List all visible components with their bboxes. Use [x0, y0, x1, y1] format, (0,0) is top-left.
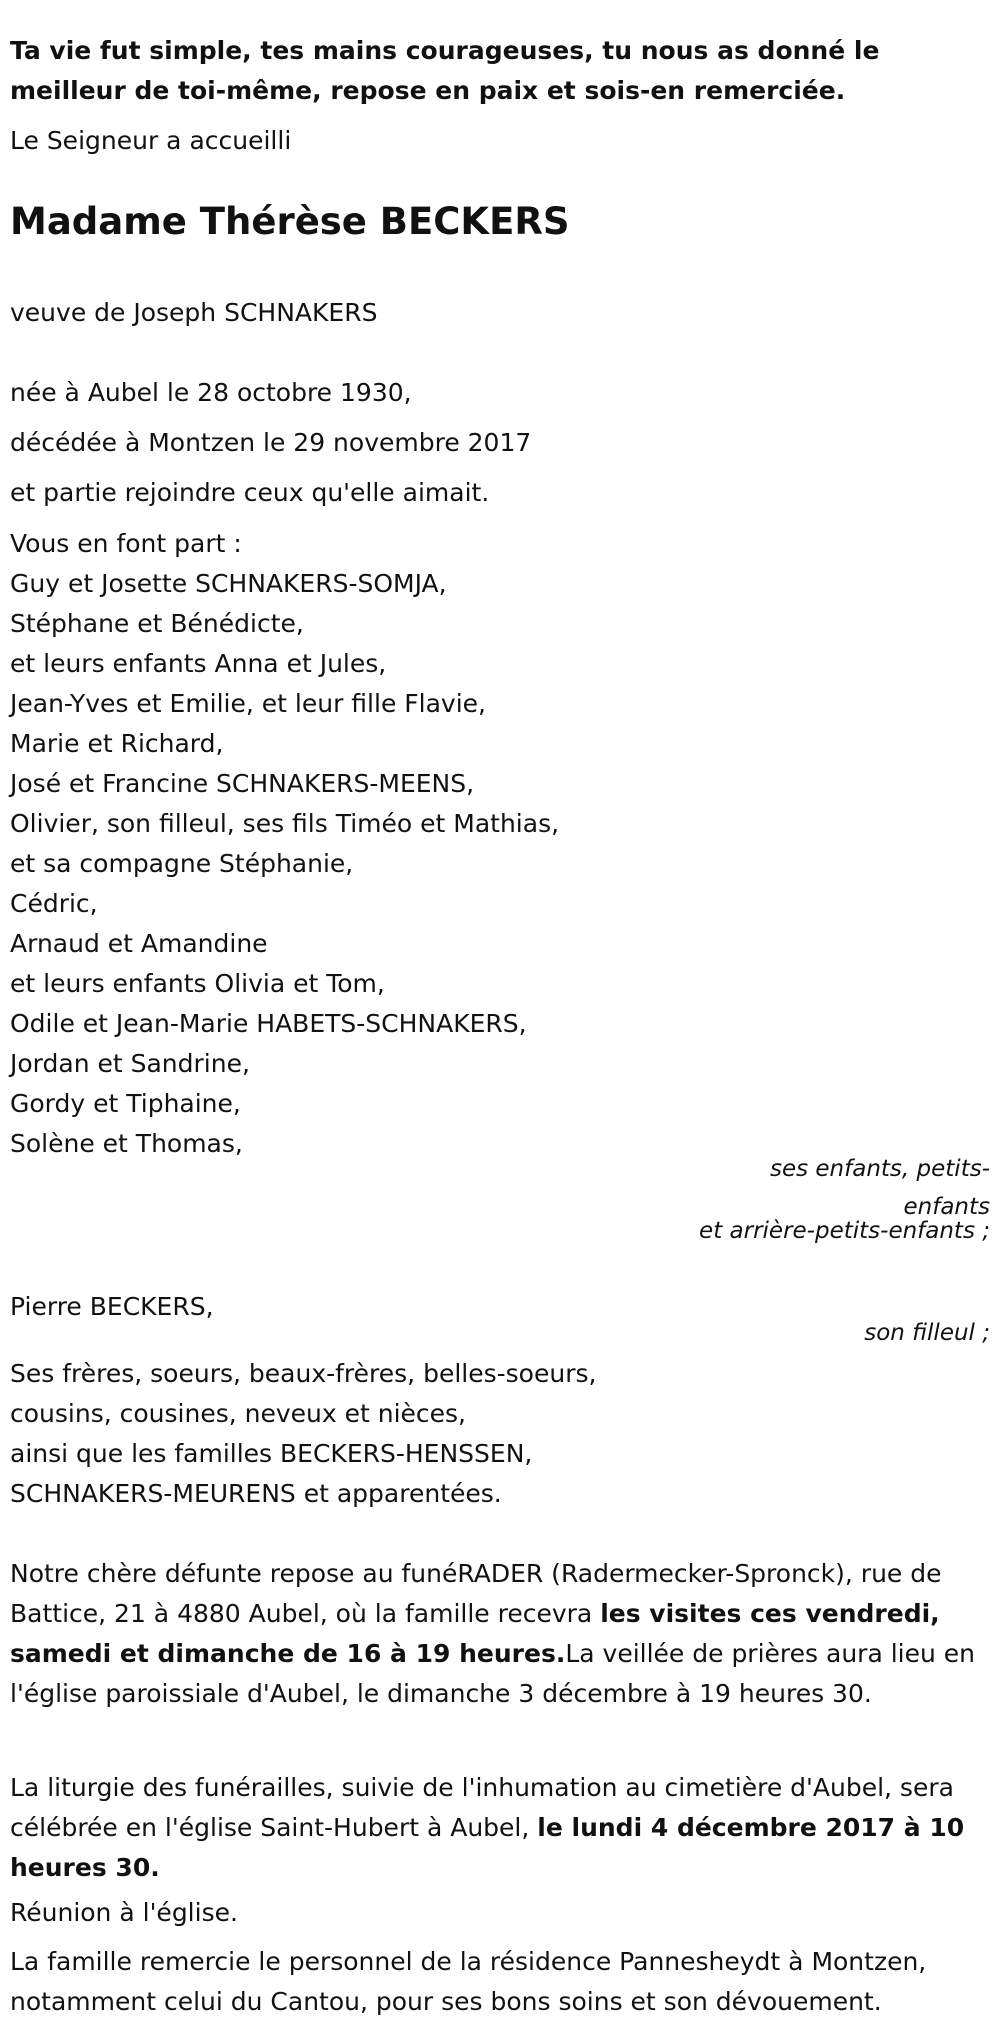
- relatives-line: Ses frères, soeurs, beaux-frères, belles-soeurs,: [10, 1359, 597, 1388]
- relatives-line: SCHNAKERS-MEURENS et apparentées.: [10, 1479, 502, 1508]
- visitation-pre: Notre chère défunte repose au funéRADER (Radermecker-Spronck), rue de Battice, 21 à 4880 Aubel, où la famille recevra: [10, 1559, 942, 1628]
- death-text: décédée à Montzen le 29 novembre 2017: [10, 428, 532, 457]
- visitation-paragraph: [10, 1554, 990, 1714]
- family-member: Olivier, son filleul, ses fils Timéo et Mathias,: [10, 809, 560, 838]
- spouse-text: veuve de Joseph SCHNAKERS: [10, 298, 378, 327]
- godson-name: Pierre BECKERS,: [10, 1292, 214, 1321]
- family-member: Jean-Yves et Emilie, et leur fille Flavie,: [10, 689, 486, 718]
- relatives-line: ainsi que les familles BECKERS-HENSSEN,: [10, 1439, 533, 1468]
- family-member: et leurs enfants Olivia et Tom,: [10, 969, 385, 998]
- funeral-paragraph: [10, 1768, 990, 1888]
- announcement-text: Vous en font part :: [10, 529, 242, 558]
- family-member: Jordan et Sandrine,: [10, 1049, 250, 1078]
- meeting-text: Réunion à l'église.: [10, 1898, 238, 1927]
- departed-text: et partie rejoindre ceux qu'elle aimait.: [10, 478, 490, 507]
- funeral-bold: le lundi 4 décembre 2017 à 10 heures 30.: [10, 1813, 965, 1882]
- deceased-name: Madame Thérèse BECKERS: [10, 200, 570, 243]
- role-great-grandchildren: et arrière-petits-enfants ;: [699, 1218, 990, 1244]
- thanks-paragraph: La famille remercie le personnel de la résidence Pannesheydt à Montzen, notamment celui du Cantou, pour ses bons soins et son dévouement.: [10, 1947, 927, 2016]
- relatives-list: [10, 1354, 990, 1514]
- family-member: Guy et Josette SCHNAKERS-SOMJA,: [10, 569, 447, 598]
- funeral-pre: La liturgie des funérailles, suivie de l'inhumation au cimetière d'Aubel, sera célébrée en l'église Saint-Hubert à Aubel,: [10, 1773, 954, 1842]
- family-member: Solène et Thomas,: [10, 1129, 243, 1158]
- family-member: Arnaud et Amandine: [10, 929, 268, 958]
- family-member: Gordy et Tiphaine,: [10, 1089, 241, 1118]
- family-member: Cédric,: [10, 889, 98, 918]
- intro-text: Le Seigneur a accueilli: [10, 126, 292, 155]
- visitation-bold: les visites ces vendredi, samedi et dimanche de 16 à 19 heures.: [10, 1599, 940, 1668]
- family-member: Odile et Jean-Marie HABETS-SCHNAKERS,: [10, 1009, 527, 1038]
- family-member: Marie et Richard,: [10, 729, 224, 758]
- role-children: ses enfants, petits-enfants: [769, 1156, 990, 1220]
- birth-text: née à Aubel le 28 octobre 1930,: [10, 378, 412, 407]
- role-godson: son filleul ;: [864, 1320, 990, 1346]
- visitation-post: La veillée de prières aura lieu en l'église paroissiale d'Aubel, le dimanche 3 décembre à 19 heures 30.: [10, 1639, 975, 1708]
- epigraph: Ta vie fut simple, tes mains courageuses, tu nous as donné le meilleur de toi-même, repose en paix et sois-en remerciée.: [10, 36, 880, 105]
- relatives-line: cousins, cousines, neveux et nièces,: [10, 1399, 467, 1428]
- family-member: et leurs enfants Anna et Jules,: [10, 649, 387, 678]
- family-member: José et Francine SCHNAKERS-MEENS,: [10, 769, 475, 798]
- family-list: [10, 524, 559, 1164]
- family-member: Stéphane et Bénédicte,: [10, 609, 304, 638]
- family-member: et sa compagne Stéphanie,: [10, 849, 354, 878]
